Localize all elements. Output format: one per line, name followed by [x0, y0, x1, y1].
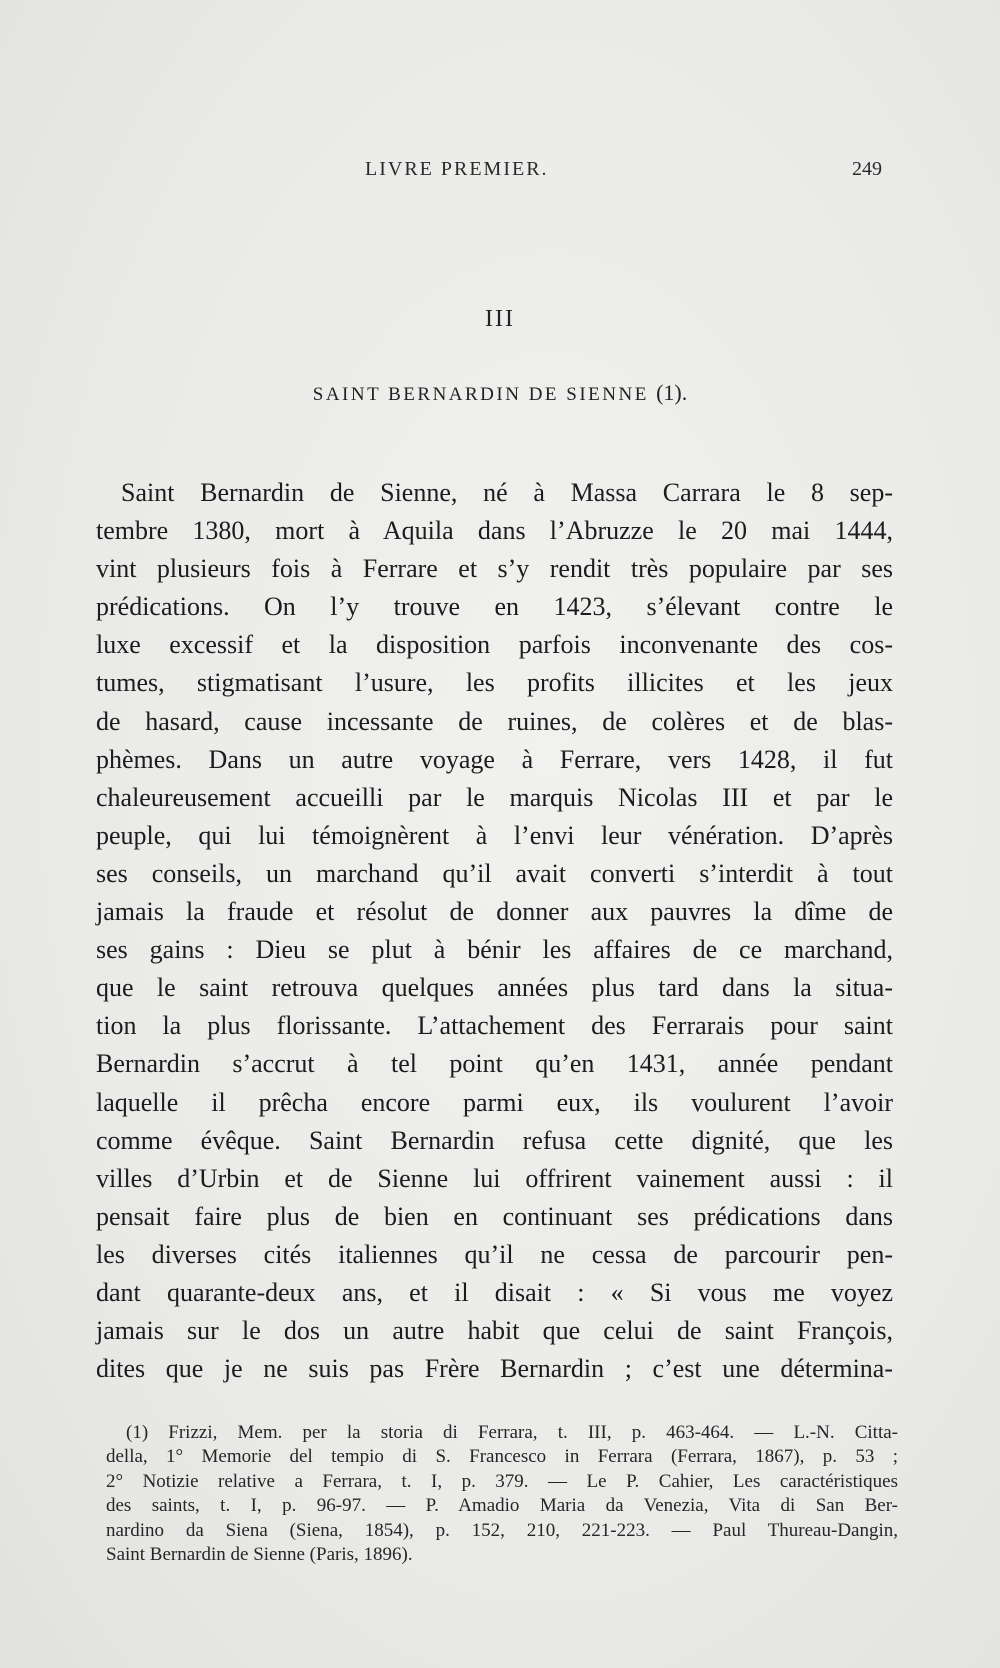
footnote-line: della, 1° Memorie del tempio di S. Francesco in Ferrara (Ferrara, 1867), p. 53 ;: [106, 1446, 898, 1468]
body-line: comme évêque. Saint Bernardin refusa cette dignité, que les: [96, 1125, 893, 1155]
footnote-line: des saints, t. I, p. 96-97. — P. Amadio Maria da Venezia, Vita di San Ber-: [106, 1495, 898, 1517]
body-line: Saint Bernardin de Sienne, né à Massa Carrara le 8 sep-: [121, 478, 893, 507]
body-line: les diverses cités italiennes qu’il ne cessa de parcourir pen-: [96, 1239, 893, 1269]
footnote-reference: (1).: [656, 380, 688, 405]
body-line: ses conseils, un marchand qu’il avait converti s’interdit à tout: [96, 858, 893, 888]
footnote-line: Saint Bernardin de Sienne (Paris, 1896).: [106, 1543, 413, 1565]
body-line: prédications. On l’y trouve en 1423, s’élevant contre le: [96, 592, 893, 622]
body-line: jamais la fraude et résolut de donner aux pauvres la dîme de: [96, 897, 893, 927]
body-line: tumes, stigmatisant l’usure, les profits illicites et les jeux: [96, 668, 893, 698]
body-line: Bernardin s’accrut à tel point qu’en 1431, année pendant: [96, 1049, 893, 1079]
chapter-number: III: [485, 306, 515, 332]
body-line: villes d’Urbin et de Sienne lui offrirent vainement aussi : il: [96, 1163, 893, 1193]
body-line: dant quarante-deux ans, et il disait : « Si vous me voyez: [96, 1277, 893, 1307]
running-head: [120, 158, 882, 188]
body-line: vint plusieurs fois à Ferrare et s’y rendit très populaire par ses: [96, 554, 893, 584]
body-line: jamais sur le dos un autre habit que celui de saint François,: [96, 1316, 893, 1346]
body-line: tembre 1380, mort à Aquila dans l’Abruzze le 20 mai 1444,: [96, 516, 893, 546]
running-head-title: LIVRE PREMIER.: [365, 158, 549, 180]
footnotes: [106, 1421, 898, 1567]
body-line: ses gains : Dieu se plut à bénir les affaires de ce marchand,: [96, 935, 893, 965]
page-number: 249: [852, 158, 882, 180]
chapter-title-text: SAINT BERNARDIN DE SIENNE: [312, 384, 649, 405]
body-text: [96, 474, 893, 1388]
body-line: pensait faire plus de bien en continuant ses prédications dans: [96, 1201, 893, 1231]
body-line: chaleureusement accueilli par le marquis Nicolas III et par le: [96, 782, 893, 812]
body-line: de hasard, cause incessante de ruines, de colères et de blas-: [96, 706, 893, 736]
chapter-title: [0, 380, 1000, 406]
body-line: luxe excessif et la disposition parfois inconvenante des cos-: [96, 630, 893, 660]
body-line: dites que je ne suis pas Frère Bernardin ; c’est une détermina-: [96, 1354, 893, 1384]
footnote-line: 2° Notizie relative a Ferrara, t. I, p. 379. — Le P. Cahier, Les caractéristiques: [106, 1470, 898, 1492]
body-line: peuple, qui lui témoignèrent à l’envi leur vénération. D’après: [96, 820, 893, 850]
body-line: tion la plus florissante. L’attachement des Ferrarais pour saint: [96, 1011, 893, 1041]
body-line: laquelle il prêcha encore parmi eux, ils voulurent l’avoir: [96, 1087, 893, 1117]
body-line: phèmes. Dans un autre voyage à Ferrare, vers 1428, il fut: [96, 744, 893, 774]
footnote-line: (1) Frizzi, Mem. per la storia di Ferrara, t. III, p. 463-464. — L.-N. Citta-: [126, 1422, 898, 1443]
footnote-line: nardino da Siena (Siena, 1854), p. 152, 210, 221-223. — Paul Thureau-Dangin,: [106, 1519, 898, 1541]
body-line: que le saint retrouva quelques années plus tard dans la situa-: [96, 973, 893, 1003]
